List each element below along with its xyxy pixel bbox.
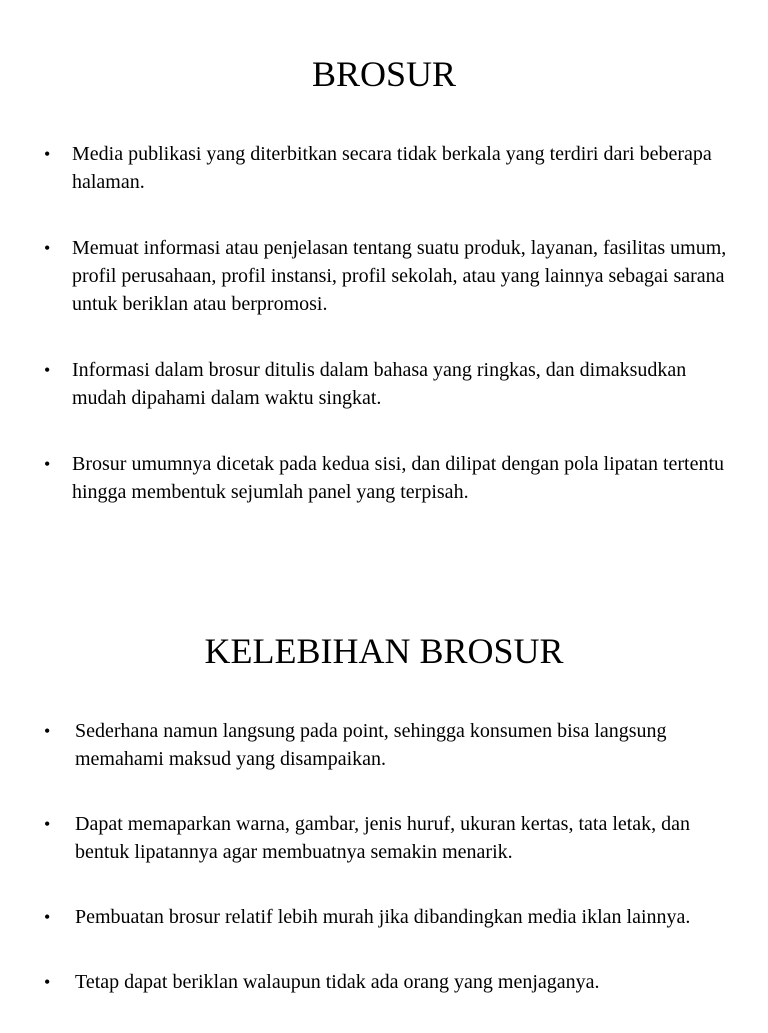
bullet-icon: • — [44, 814, 51, 834]
bullet-icon: • — [44, 721, 51, 741]
bullet-item — [44, 968, 734, 996]
bullet-icon: • — [44, 238, 51, 258]
bullet-text: Media publikasi yang diterbitkan secara tidak berkala yang terdiri dari beberapa halaman. — [72, 143, 712, 193]
bullet-list — [44, 140, 734, 544]
bullet-item — [44, 903, 734, 931]
bullet-item — [44, 356, 734, 412]
slide-title: KELEBIHAN BROSUR — [204, 631, 564, 671]
bullet-list — [44, 717, 734, 1033]
bullet-text: Dapat memaparkan warna, gambar, jenis huruf, ukuran kertas, tata letak, dan bentuk lipatannya agar membuatnya semakin menarik. — [75, 813, 691, 863]
slide-title: BROSUR — [311, 54, 457, 94]
bullet-text: Tetap dapat beriklan walaupun tidak ada orang yang menjaganya. — [75, 971, 600, 993]
bullet-item — [44, 234, 734, 318]
bullet-item — [44, 717, 734, 773]
bullet-item — [44, 450, 734, 506]
bullet-icon: • — [44, 972, 51, 992]
bullet-icon: • — [44, 144, 51, 164]
bullet-text: Pembuatan brosur relatif lebih murah jika dibandingkan media iklan lainnya. — [75, 906, 691, 928]
bullet-item — [44, 810, 734, 866]
bullet-icon: • — [44, 907, 51, 927]
bullet-icon: • — [44, 454, 51, 474]
bullet-icon: • — [44, 360, 51, 380]
bullet-item — [44, 140, 734, 196]
bullet-text: Brosur umumnya dicetak pada kedua sisi, dan dilipat dengan pola lipatan tertentu hingga membentuk sejumlah panel yang terpisah. — [72, 453, 725, 503]
bullet-text: Informasi dalam brosur ditulis dalam bahasa yang ringkas, dan dimaksudkan mudah dipahami dalam waktu singkat. — [72, 359, 687, 409]
bullet-text: Memuat informasi atau penjelasan tentang suatu produk, layanan, fasilitas umum, profil perusahaan, profil instansi, profil sekolah, atau yang lainnya sebagai sarana untuk beriklan atau berpromosi. — [72, 237, 727, 315]
slide-kelebihan-brosur — [0, 578, 768, 1024]
bullet-text: Sederhana namun langsung pada point, sehingga konsumen bisa langsung memahami maksud yang disampaikan. — [75, 720, 667, 770]
